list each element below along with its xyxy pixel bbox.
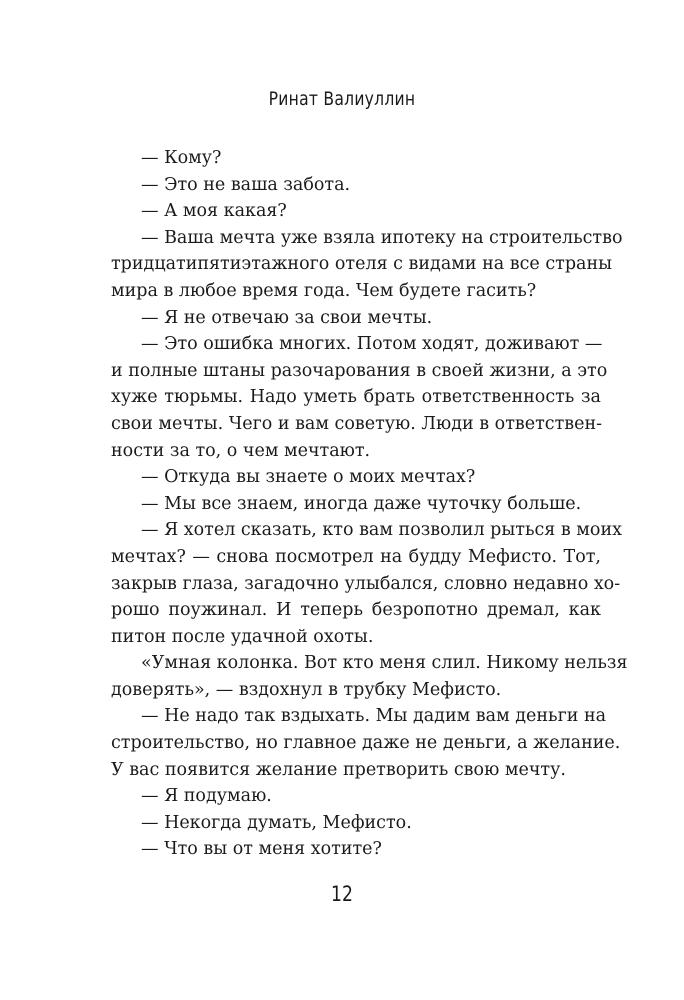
text-line: — Я подумаю. xyxy=(141,786,272,807)
text-line: — Некогда думать, Мефисто. xyxy=(141,812,412,833)
text-line: «Умная колонка. Вот кто меня слил. Никому нельзя xyxy=(141,653,628,674)
text-line: — Я хотел сказать, кто вам позволил рыться в моих xyxy=(141,520,622,541)
text-line: — Что вы от меня хотите? xyxy=(141,839,382,860)
text-line: тридцатипятиэтажного отеля с видами на все страны xyxy=(111,254,613,275)
text-line: — Мы все знаем, иногда даже чуточку больше. xyxy=(141,493,582,514)
text-line: — Это не ваша забота. xyxy=(141,174,351,195)
text-line: доверять», — вздохнул в трубку Мефисто. xyxy=(111,679,502,700)
text-line: свои мечты. Чего и вам советую. Люди в ответствен- xyxy=(111,413,603,434)
text-line: и полные штаны разочарования в своей жизни, а это xyxy=(111,360,608,381)
text-line: У вас появится желание претворить свою мечту. xyxy=(111,759,566,780)
text-line: питон после удачной охоты. xyxy=(111,626,374,647)
text-line: — Кому? xyxy=(141,148,222,168)
text-line: — А моя какая? xyxy=(141,201,287,222)
running-head-author: Ринат Валиуллин xyxy=(268,88,416,110)
text-line: — Это ошибка многих. Потом ходят, доживают — xyxy=(141,334,603,355)
text-line: — Не надо так вздыхать. Мы дадим вам деньги на xyxy=(141,706,607,727)
text-line: — Откуда вы знаете о моих мечтах? xyxy=(141,467,476,488)
text-line: мира в любое время года. Чем будете гасить? xyxy=(111,280,537,301)
text-line: закрыв глаза, загадочно улыбался, словно недавно хо- xyxy=(111,573,621,594)
text-line: строительство, но главное даже не деньги, а желание. xyxy=(111,733,621,754)
body-text xyxy=(111,145,628,863)
text-line: ности за то, о чем мечтают. xyxy=(111,440,371,461)
text-line: хуже тюрьмы. Надо уметь брать ответственность за xyxy=(111,387,601,408)
text-line: — Я не отвечаю за свои мечты. xyxy=(141,307,433,328)
text-line: — Ваша мечта уже взяла ипотеку на строительство xyxy=(141,227,623,248)
text-line: мечтах? — снова посмотрел на будду Мефисто. Тот, xyxy=(111,546,601,567)
page-number: 12 xyxy=(331,882,353,906)
text-line: рошо поужинал. И теперь безропотно дремал, как xyxy=(111,600,601,621)
